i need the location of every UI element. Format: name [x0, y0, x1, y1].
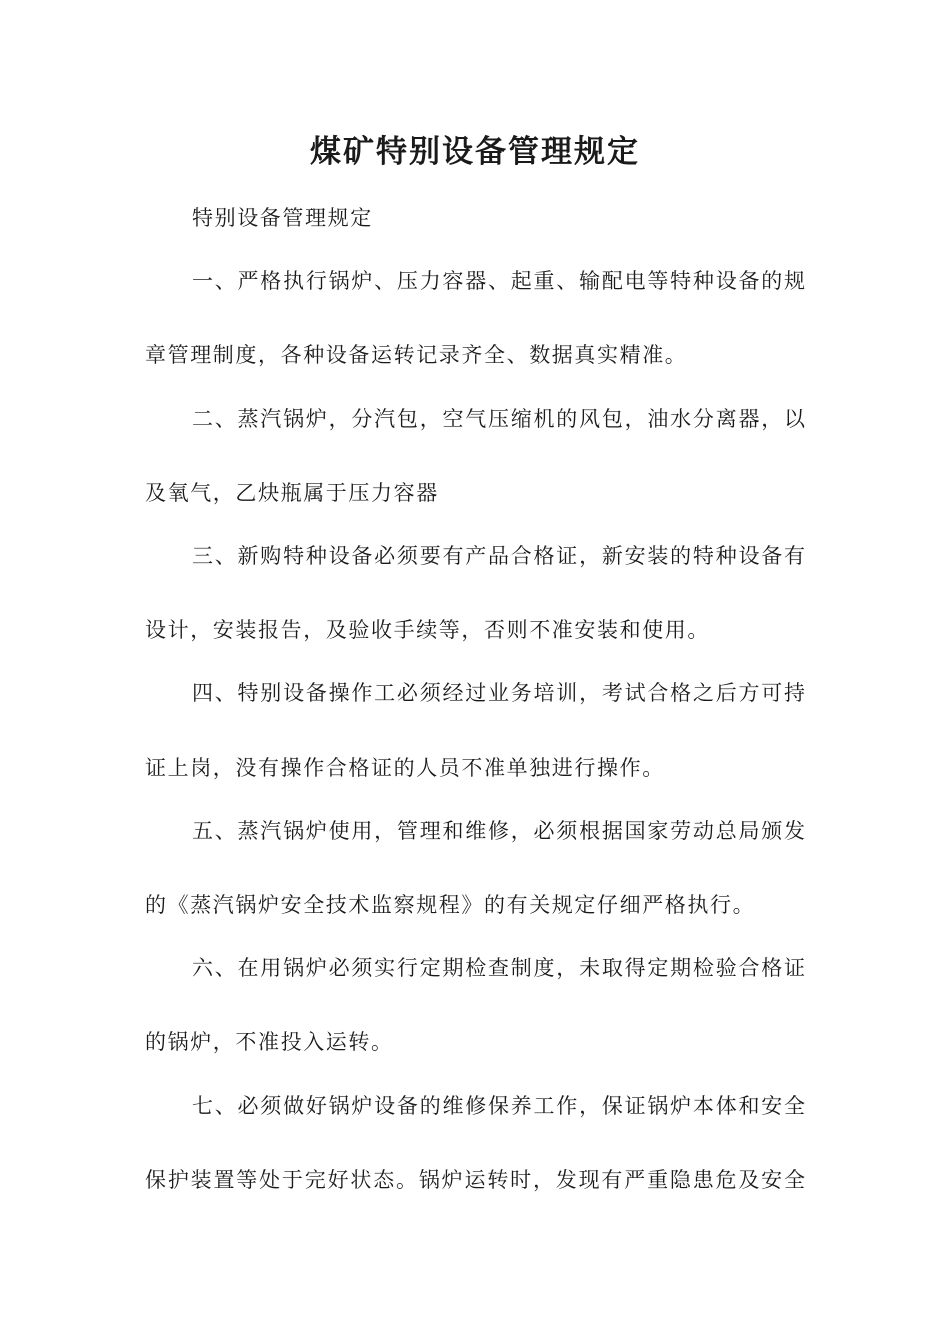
paragraph-5-line-2: 的《蒸汽锅炉安全技术监察规程》的有关规定仔细严格执行。	[145, 893, 756, 917]
paragraph-7-line-1: 七、必须做好锅炉设备的维修保养工作，保证锅炉本体和安全	[192, 1094, 805, 1118]
paragraph-5-line-1: 五、蒸汽锅炉使用，管理和维修，必须根据国家劳动总局颁发	[192, 819, 805, 843]
paragraph-4-line-1: 四、特别设备操作工必须经过业务培训，考试合格之后方可持	[192, 681, 805, 705]
document-title: 煤矿特别设备管理规定	[310, 134, 640, 170]
paragraph-1-line-2: 章管理制度，各种设备运转记录齐全、数据真实精准。	[145, 343, 688, 367]
paragraph-2-line-1: 二、蒸汽锅炉，分汽包，空气压缩机的风包，油水分离器，以	[192, 407, 805, 431]
paragraph-4-line-2: 证上岗，没有操作合格证的人员不准单独进行操作。	[145, 756, 665, 780]
paragraph-7-line-2: 保护装置等处于完好状态。锅炉运转时，发现有严重隐患危及安全	[145, 1168, 805, 1192]
paragraph-2-line-2: 及氧气，乙炔瓶属于压力容器	[145, 481, 439, 505]
paragraph-3-line-1: 三、新购特种设备必须要有产品合格证，新安装的特种设备有	[192, 544, 805, 568]
document-subtitle: 特别设备管理规定	[192, 206, 373, 230]
paragraph-6-line-2: 的锅炉，不准投入运转。	[145, 1030, 394, 1054]
paragraph-1-line-1: 一、严格执行锅炉、压力容器、起重、输配电等特种设备的规	[192, 269, 805, 293]
paragraph-3-line-2: 设计，安装报告，及验收手续等，否则不准安装和使用。	[145, 618, 710, 642]
paragraph-6-line-1: 六、在用锅炉必须实行定期检查制度，未取得定期检验合格证	[192, 956, 805, 980]
